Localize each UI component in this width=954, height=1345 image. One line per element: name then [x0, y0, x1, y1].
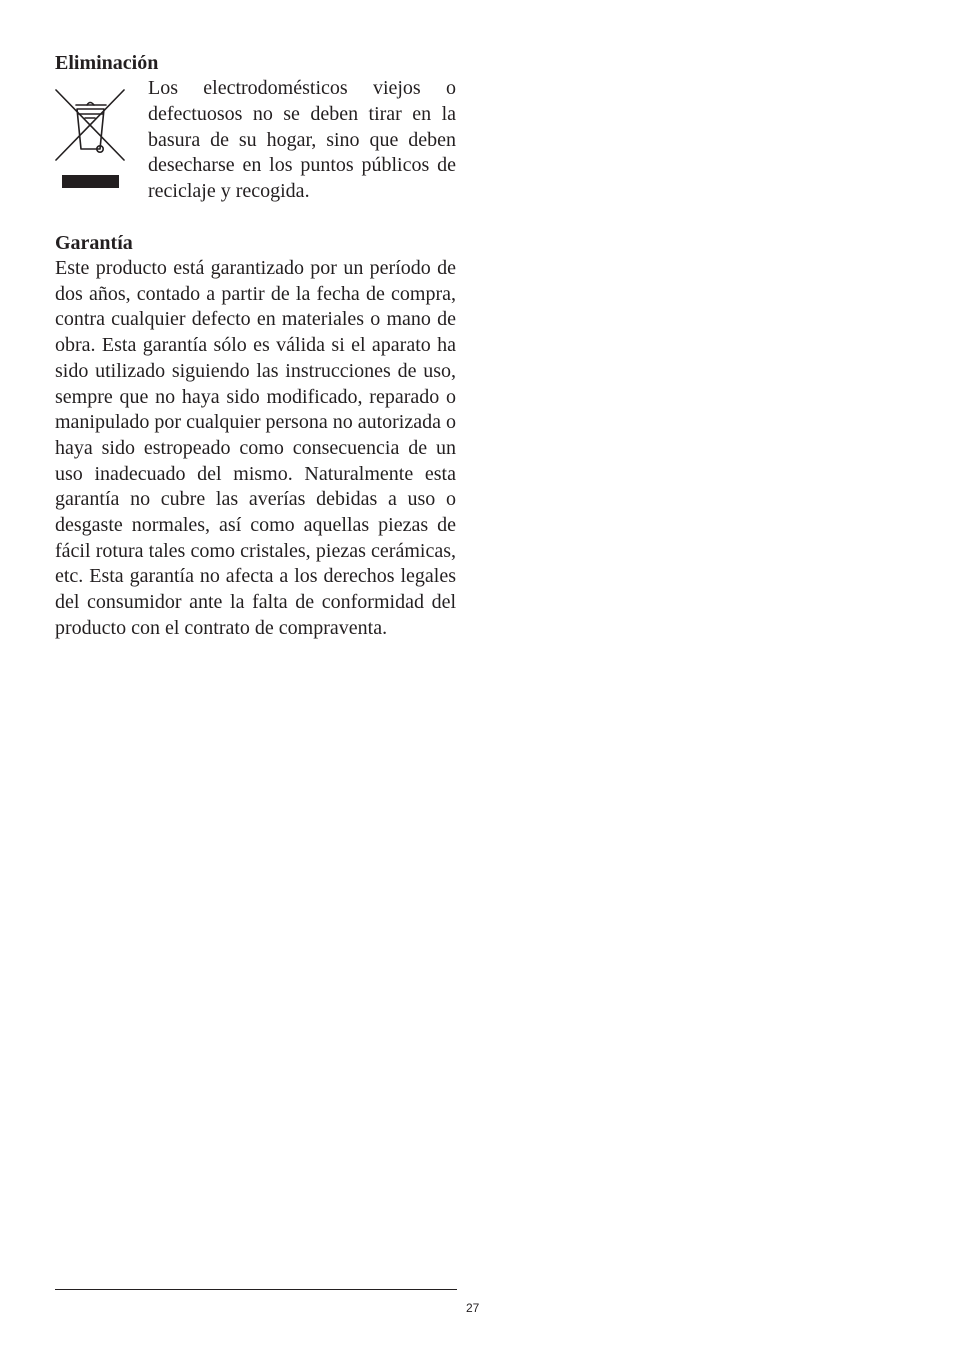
warranty-text: Este producto está garantizado por un período de dos años, contado a partir de la fecha de compra, contra cualquier defecto en materiales o mano de obra. Esta garantía sólo es válida si el aparato ha sido utilizado siguiendo las instrucciones de uso, sempre que no haya sido modificado, reparado o manipulado por cualquier persona no autorizada o haya sido estropeado como consecuencia de un uso inadecuado del mismo. Naturalmente esta garantía no cubre las averías debidas a uso o desgaste normales, así como aquellas piezas de fácil rotura tales como cristales, piezas cerámicas, etc. Esta garantía no afecta a los derechos legales del consumidor ante la falta de conformidad del producto con el contrato de compraventa.	[55, 257, 456, 639]
warranty-heading: Garantía	[55, 232, 133, 254]
crossed-out-wheelie-bin-icon	[54, 88, 126, 192]
disposal-text: Los electrodomésticos viejos o defectuosos no se deben tirar en la basura de su hogar, sino que deben desecharse en los puntos públicos de reciclaje y recogida.	[148, 77, 456, 203]
footer-divider	[55, 1289, 457, 1290]
page-number: 27	[466, 1301, 480, 1315]
disposal-heading: Eliminación	[55, 52, 159, 74]
